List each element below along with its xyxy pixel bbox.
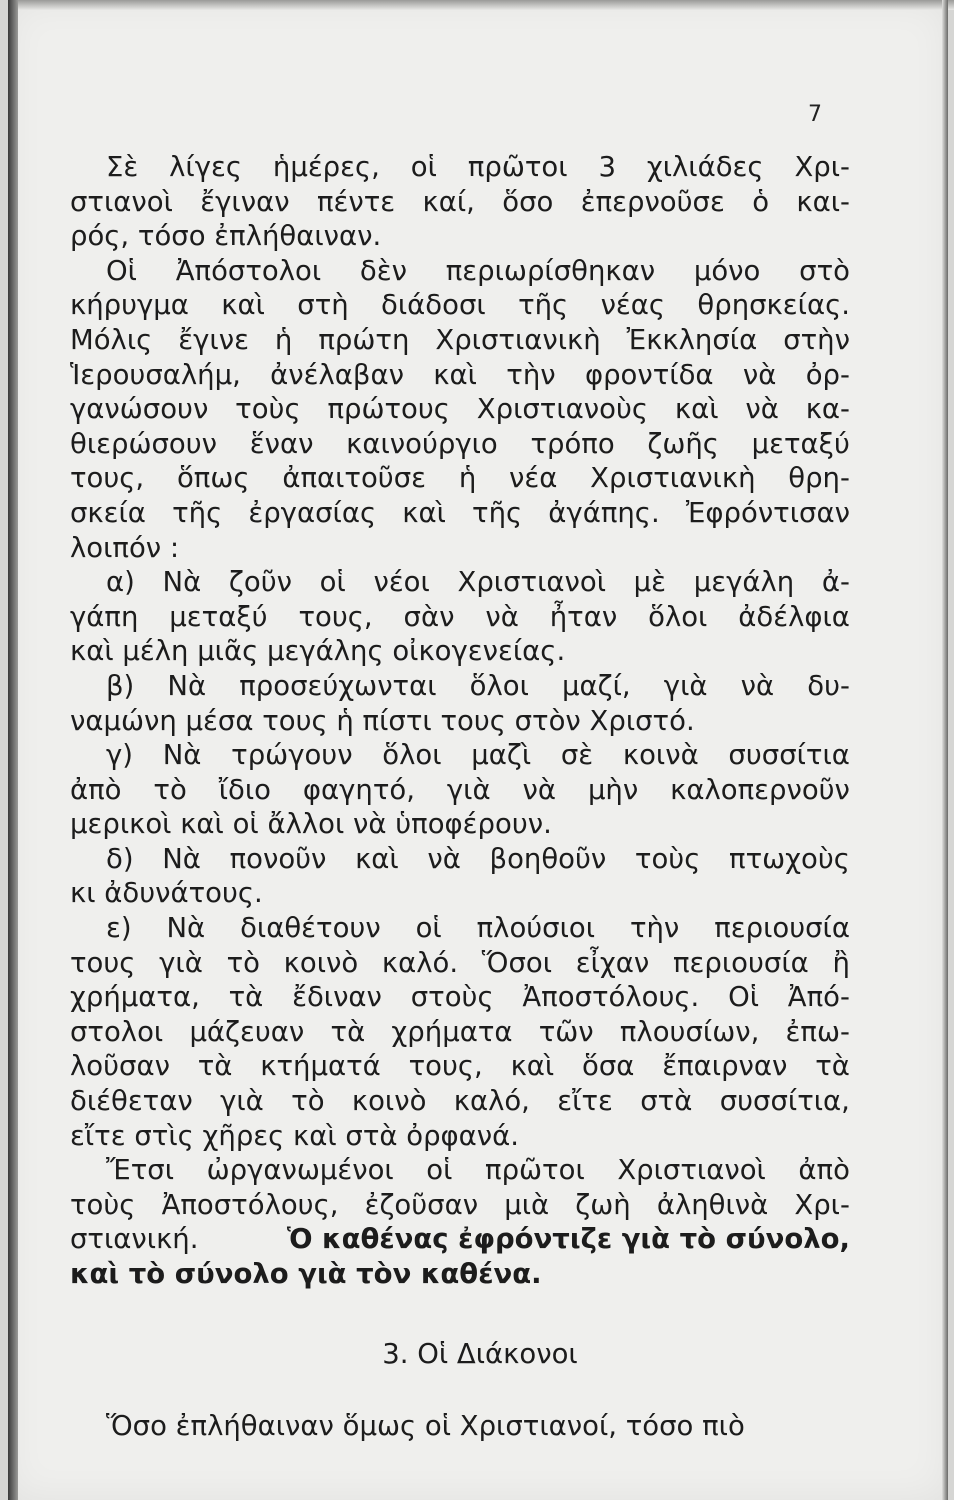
text-word: χρήματα, — [70, 981, 200, 1014]
text-word: Ὅσοι — [481, 946, 553, 979]
text-word: περιουσία — [672, 946, 809, 979]
text-word: πρώτους — [327, 393, 450, 426]
text-word: μαζί, — [562, 669, 631, 702]
text-word: μὴν — [587, 773, 639, 806]
text-line — [70, 669, 850, 704]
text-word: κοινὸ — [283, 946, 359, 979]
text-word: ὅλοι — [382, 739, 442, 772]
text-word: τῶν — [538, 1015, 594, 1048]
text-word: τῆς — [518, 289, 569, 322]
text-word: ἡ — [458, 462, 477, 495]
text-line — [70, 496, 850, 531]
text-word: Ἀποστόλους. — [522, 981, 700, 1014]
text-word: καὶ — [355, 842, 399, 875]
text-word: διάδοσι — [381, 289, 486, 322]
text-line-content: εἴτε στὶς χῆρες καὶ στὰ ὀρφανά. — [70, 1119, 520, 1152]
text-word: πλουσίων, — [619, 1015, 760, 1048]
text-word: Χριστιανικὴ — [435, 323, 601, 356]
text-word: οἱ — [415, 912, 442, 945]
text-word: Ἀπόστολοι — [175, 254, 322, 287]
text-word: τὰ — [815, 1050, 850, 1083]
text-word: ὅπως — [176, 462, 250, 495]
text-word: μάζευαν — [189, 1015, 305, 1048]
text-word: Χριστιανοὺς — [476, 393, 649, 426]
text-line — [70, 1153, 850, 1188]
text-word: ἀδέλφια — [738, 600, 850, 633]
text-word: ἐζοῦσαν — [364, 1188, 479, 1221]
text-word: τὴν — [506, 358, 556, 391]
text-word: πρώτη — [318, 323, 410, 356]
text-word: διαθέτουν — [240, 912, 381, 945]
text-word: γανώσουν — [70, 393, 209, 426]
text-word: γ) — [106, 739, 134, 772]
paragraph-lines — [70, 150, 850, 1222]
text-word: Οἱ — [728, 981, 760, 1014]
text-word: ἀληθινὰ — [656, 1188, 769, 1221]
text-word: Χριστιανοὶ — [617, 1154, 766, 1187]
text-word: κήρυγμα — [70, 289, 189, 322]
text-word: Ἀποστόλους, — [161, 1188, 339, 1221]
text-word: τους — [70, 946, 136, 979]
text-word: στὴν — [783, 323, 850, 356]
text-word: στοὺς — [410, 981, 494, 1014]
text-word: ἐργασίας — [248, 496, 377, 529]
text-word: νέας — [600, 289, 666, 322]
text-word: ἦταν — [549, 600, 618, 633]
text-word: ε) — [106, 912, 132, 945]
text-word: μὲ — [633, 566, 667, 599]
text-word: τοὺς — [634, 842, 701, 875]
text-word: ὀρ- — [805, 358, 850, 391]
heading-spacer — [70, 1371, 850, 1409]
text-line — [70, 946, 850, 981]
text-word: διέθεταν — [70, 1085, 193, 1118]
text-line-content: μερικοὶ καὶ οἱ ἄλλοι νὰ ὑποφέρουν. — [70, 808, 552, 841]
text-word: Χρι- — [794, 151, 850, 183]
text-line — [70, 704, 850, 739]
text-line — [70, 427, 850, 462]
text-word: τῆς — [472, 496, 523, 529]
text-line — [70, 1084, 850, 1119]
text-line — [70, 531, 850, 566]
text-word: Ἱερουσαλήμ, — [70, 358, 241, 391]
text-word: τους, — [298, 600, 373, 633]
text-word: τὰ — [228, 981, 264, 1014]
text-word: νὰ — [742, 358, 777, 391]
text-line-content: ρός, τόσο ἐπλήθαιναν. — [70, 220, 382, 253]
text-word: μαζὶ — [471, 739, 532, 772]
mixed-bold-line — [70, 1222, 850, 1257]
text-word: τοὺς — [235, 393, 301, 426]
text-word: τὴν — [629, 912, 680, 945]
text-line-content: λοιπόν : — [70, 531, 180, 564]
text-word: ἔπαιρναν — [662, 1050, 788, 1083]
text-word: τους, — [70, 462, 145, 495]
text-word: πέντε — [316, 185, 396, 218]
text-line — [70, 807, 850, 842]
text-word: λοῦσαν — [70, 1050, 170, 1083]
text-word: Νὰ — [162, 842, 201, 875]
text-word: ἀγάπης. — [548, 496, 660, 529]
text-word: ἀπὸ — [798, 1154, 850, 1187]
text-word: καινούργιο — [346, 427, 498, 460]
text-line — [70, 842, 850, 877]
page-binding-edge — [8, 0, 18, 1500]
text-word: 3 — [598, 151, 616, 183]
text-word: νὰ — [740, 669, 775, 702]
text-word: κτήματά — [260, 1050, 381, 1083]
bold-line — [70, 1257, 850, 1292]
text-word: ὁ — [752, 185, 770, 218]
text-word: Νὰ — [167, 669, 207, 702]
text-word: νὰ — [485, 600, 519, 633]
text-word: Ἀπό- — [787, 981, 850, 1014]
text-word: σὲ — [560, 739, 594, 772]
text-word: οἱ — [410, 151, 437, 183]
page-right-edge — [942, 0, 948, 1500]
text-word: στιανοὶ — [70, 185, 173, 218]
text-word: καλοπερνοῦν — [670, 773, 850, 806]
text-word: γιὰ — [220, 1085, 264, 1118]
text-word: νὰ — [522, 773, 557, 806]
text-word: πρῶτοι — [467, 151, 568, 183]
text-word: Χρι- — [794, 1188, 850, 1221]
text-word: γιὰ — [663, 669, 708, 702]
text-word: καὶ — [510, 1050, 555, 1083]
text-word: καλό. — [381, 946, 459, 979]
text-word: Νὰ — [162, 739, 202, 772]
text-word: καὶ — [221, 289, 265, 322]
text-word: νέα — [509, 462, 558, 495]
text-line-content: κι ἀδυνάτους. — [70, 877, 263, 910]
text-line — [70, 461, 850, 496]
text-word: πονοῦν — [229, 842, 327, 875]
text-word: τοὺς — [70, 1188, 136, 1221]
text-word: τους, — [408, 1050, 483, 1083]
text-word: οἱ — [426, 1154, 453, 1187]
text-word: ἔγινε — [178, 323, 249, 356]
text-word: β) — [106, 669, 135, 702]
text-word: πτωχοὺς — [729, 842, 850, 875]
text-word: οἱ — [319, 566, 346, 599]
text-line — [70, 392, 850, 427]
text-line — [70, 876, 850, 911]
text-word: συσσίτια, — [719, 1085, 850, 1118]
text-word: ζοῦν — [228, 566, 292, 599]
text-word: πλούσιοι — [476, 912, 596, 945]
text-word: Ἐφρόντισαν — [685, 496, 850, 529]
text-word: ζωὴ — [575, 1188, 631, 1221]
text-word: και- — [796, 185, 850, 218]
text-word: μεγάλη — [693, 566, 795, 599]
text-word: κοινὸ — [351, 1085, 427, 1118]
text-word: τὸ — [226, 946, 260, 979]
text-word: ἀνέλαβαν — [270, 358, 404, 391]
text-word: ἐπω- — [785, 1015, 850, 1048]
text-line — [70, 600, 850, 635]
text-word: πρῶτοι — [485, 1154, 585, 1187]
text-word: προσεύχωνται — [239, 669, 437, 702]
text-word: Νὰ — [162, 566, 202, 599]
text-line — [70, 911, 850, 946]
text-line — [70, 565, 850, 600]
text-word: ὅσα — [582, 1050, 635, 1083]
text-word: γάπη — [70, 600, 139, 633]
text-word: ὅλοι — [469, 669, 529, 702]
text-word: Μόλις — [70, 323, 153, 356]
text-word: νὰ — [745, 393, 779, 426]
text-word: στὸ — [799, 254, 850, 287]
text-word: γιὰ — [446, 773, 491, 806]
text-line — [70, 254, 850, 289]
body-text — [70, 150, 850, 1444]
section-spacer — [70, 1292, 850, 1337]
text-word: χρήματα — [391, 1015, 513, 1048]
text-word: δὲν — [359, 254, 407, 287]
text-word: α) — [106, 566, 135, 599]
text-word: θρη- — [788, 462, 850, 495]
text-word: μιὰ — [504, 1188, 550, 1221]
text-word: συσσίτια — [728, 739, 850, 772]
final-line-text: Ὅσο ἐπλήθαιναν ὅμως οἱ Χριστιανοί, τόσο πιὸ — [106, 1410, 745, 1443]
text-line — [70, 150, 850, 185]
text-word: ἴδιο — [218, 773, 271, 806]
text-word: Χριστιανοὶ — [457, 566, 606, 599]
line-bold-part: Ὁ καθένας ἐφρόντιζε γιὰ τὸ σύνολο, — [286, 1223, 850, 1256]
text-word: τὸ — [291, 1085, 325, 1118]
text-line-content: καὶ μέλη μιᾶς μεγάλης οἰκογενείας. — [70, 635, 566, 668]
text-word: στὰ — [640, 1085, 693, 1118]
text-word: ἡ — [274, 323, 293, 356]
text-word: τῆς — [172, 496, 223, 529]
text-word: τρώγουν — [231, 739, 353, 772]
text-line — [70, 1015, 850, 1050]
text-word: δυ- — [807, 669, 850, 702]
text-word: ἀ- — [821, 566, 850, 599]
final-line — [70, 1409, 850, 1444]
text-word: ἔδιναν — [292, 981, 382, 1014]
text-word: ὠργανωμένοι — [206, 1154, 394, 1187]
text-line — [70, 323, 850, 358]
text-word: ἢ — [832, 946, 850, 979]
text-word: νέοι — [373, 566, 430, 599]
text-word: ἀπαιτοῦσε — [282, 462, 427, 495]
text-word: νὰ — [427, 842, 461, 875]
text-word: ἀπὸ — [70, 773, 122, 806]
text-line — [70, 1119, 850, 1154]
text-word: ὅσο — [502, 185, 554, 218]
text-word: φροντίδα — [584, 358, 714, 391]
text-word: περιουσία — [714, 912, 850, 945]
text-line — [70, 1188, 850, 1223]
text-word: εἴτε — [557, 1085, 613, 1118]
text-word: σὰν — [403, 600, 455, 633]
text-word: βοηθοῦν — [489, 842, 607, 875]
text-word: Οἱ — [106, 254, 137, 287]
text-word: θιερώσουν — [70, 427, 218, 460]
text-word: θρησκείας. — [697, 289, 850, 322]
text-word: Ἔτσι — [106, 1154, 174, 1187]
text-word: στὴ — [297, 289, 349, 322]
text-word: μόνο — [693, 254, 761, 287]
text-word: Σὲ — [106, 151, 139, 183]
text-word: ἡμέρες, — [272, 151, 380, 183]
text-word: καλό, — [453, 1085, 530, 1118]
text-word: περιωρίσθηκαν — [445, 254, 656, 287]
text-line — [70, 288, 850, 323]
text-line — [70, 358, 850, 393]
text-word: καὶ — [674, 393, 719, 426]
text-word: χιλιάδες — [646, 151, 764, 183]
text-line — [70, 219, 850, 254]
text-line — [70, 738, 850, 773]
page-top-edge — [8, 0, 954, 10]
text-word: μεταξύ — [169, 600, 268, 633]
text-word: ἐπερνοῦσε — [580, 185, 725, 218]
text-word: τὰ — [330, 1015, 366, 1048]
text-word: ζωῆς — [647, 427, 719, 460]
text-word: Ἐκκλησία — [626, 323, 758, 356]
text-word: τὰ — [197, 1050, 233, 1083]
text-word: ὅλοι — [648, 600, 708, 633]
text-word: εἶχαν — [575, 946, 650, 979]
text-line — [70, 773, 850, 808]
text-word: τὸ — [153, 773, 187, 806]
text-word: μεταξύ — [751, 427, 850, 460]
text-word: γιὰ — [159, 946, 203, 979]
text-word: Νὰ — [166, 912, 206, 945]
text-line — [70, 980, 850, 1015]
bold-line-text: καὶ τὸ σύνολο γιὰ τὸν καθένα. — [70, 1258, 542, 1290]
text-word: καὶ — [402, 496, 446, 529]
line-normal-part: στιανική. — [70, 1223, 199, 1256]
text-word: ἕναν — [249, 427, 314, 460]
text-word: τρόπο — [530, 427, 615, 460]
text-word: κα- — [805, 393, 850, 426]
book-page — [8, 0, 948, 1500]
text-word: λίγες — [169, 151, 242, 183]
text-line-content: ναμώνη μέσα τους ἡ πίστι τους στὸν Χριστό. — [70, 704, 695, 737]
text-word: δ) — [106, 842, 134, 875]
text-word: καί, — [422, 185, 475, 218]
text-line — [70, 634, 850, 669]
section-heading: 3. Οἱ Διάκονοι — [382, 1337, 578, 1370]
text-line — [70, 185, 850, 220]
text-word: φαγητό, — [302, 773, 415, 806]
text-word: στολοι — [70, 1015, 164, 1048]
text-word: κοινὰ — [622, 739, 699, 772]
text-word: Χριστιανικὴ — [590, 462, 756, 495]
page-number: 7 — [808, 102, 822, 127]
text-word: καὶ — [433, 358, 477, 391]
text-word: ἔγιναν — [200, 185, 290, 218]
text-line — [70, 1049, 850, 1084]
text-word: σκεία — [70, 496, 146, 529]
